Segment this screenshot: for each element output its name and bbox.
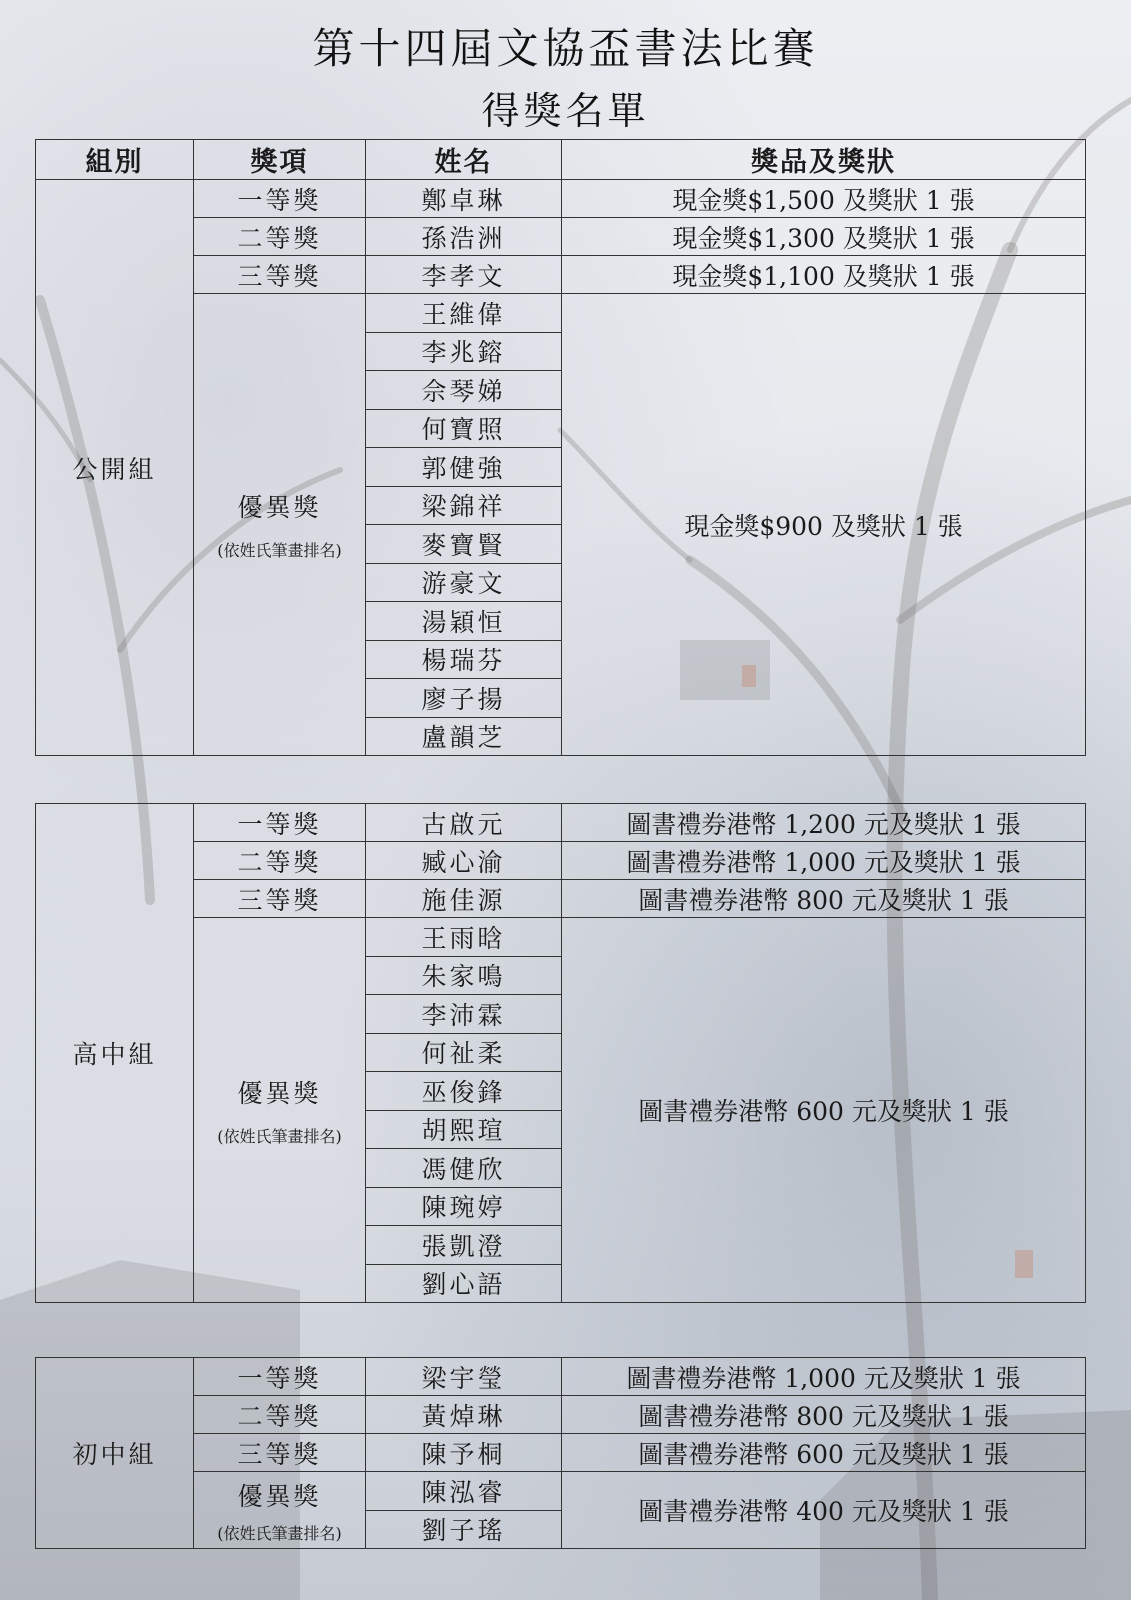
- winner-name: 黃焯琳: [366, 1396, 562, 1434]
- prize-text: 現金獎$1,500 及獎狀 1 張: [562, 180, 1086, 218]
- table-row: [36, 1434, 1086, 1472]
- winner-name: 梁宇瑩: [366, 1358, 562, 1396]
- table-row: [36, 804, 1086, 842]
- open-group-table: [35, 139, 1086, 756]
- winner-name: 陳琬婷: [366, 1187, 562, 1226]
- winner-name: 劉心語: [366, 1264, 562, 1303]
- prize-text: 圖書禮券港幣 600 元及獎狀 1 張: [562, 918, 1086, 1303]
- award-label: 一等獎: [194, 804, 366, 842]
- winner-name: 王維偉: [366, 294, 562, 333]
- table-row: [36, 1472, 1086, 1511]
- award-label: 二等獎: [194, 218, 366, 256]
- winner-name: 臧心渝: [366, 842, 562, 880]
- winner-name: 陳予桐: [366, 1434, 562, 1472]
- prize-text: 現金獎$1,100 及獎狀 1 張: [562, 256, 1086, 294]
- prize-text: 圖書禮券港幣 1,200 元及獎狀 1 張: [562, 804, 1086, 842]
- table-row: [36, 918, 1086, 957]
- winner-name: 李兆鎔: [366, 332, 562, 371]
- prize-text: 圖書禮券港幣 800 元及獎狀 1 張: [562, 880, 1086, 918]
- winner-name: 孫浩洲: [366, 218, 562, 256]
- award-label: 二等獎: [194, 842, 366, 880]
- senior-group-table: [35, 803, 1086, 1303]
- junior-group-table: [35, 1357, 1086, 1549]
- prize-text: 圖書禮券港幣 800 元及獎狀 1 張: [562, 1396, 1086, 1434]
- header-group: 組別: [36, 140, 194, 180]
- prize-text: 圖書禮券港幣 600 元及獎狀 1 張: [562, 1434, 1086, 1472]
- winner-name: 巫俊鋒: [366, 1072, 562, 1111]
- winner-name: 郭健強: [366, 448, 562, 487]
- prize-text: 圖書禮券港幣 1,000 元及獎狀 1 張: [562, 842, 1086, 880]
- award-label: 三等獎: [194, 256, 366, 294]
- winner-name: 廖子揚: [366, 679, 562, 718]
- winner-name: 陳泓睿: [366, 1472, 562, 1511]
- winner-name: 麥寶賢: [366, 525, 562, 564]
- award-label: 優異獎: [237, 493, 322, 522]
- prize-text: 圖書禮券港幣 1,000 元及獎狀 1 張: [562, 1358, 1086, 1396]
- winner-name: 胡熙瑄: [366, 1110, 562, 1149]
- winner-name: 湯穎恒: [366, 602, 562, 641]
- winner-name: 王雨晗: [366, 918, 562, 957]
- award-label: 一等獎: [194, 1358, 366, 1396]
- table-row: [36, 180, 1086, 218]
- group-label: 高中組: [36, 804, 194, 1303]
- prize-text: 現金獎$1,300 及獎狀 1 張: [562, 218, 1086, 256]
- merit-note: (依姓氏筆畫排名): [217, 541, 342, 560]
- table-row: [36, 880, 1086, 918]
- header-name: 姓名: [366, 140, 562, 180]
- prize-text: 圖書禮券港幣 400 元及獎狀 1 張: [562, 1472, 1086, 1549]
- page-subtitle: 得獎名單: [481, 89, 650, 133]
- table-row: [36, 218, 1086, 256]
- winner-name: 馮健欣: [366, 1149, 562, 1188]
- winner-name: 劉子瑤: [366, 1510, 562, 1549]
- winner-name: 張凱澄: [366, 1226, 562, 1265]
- merit-award-cell: [194, 918, 366, 1303]
- table-row: [36, 294, 1086, 333]
- page-title: 第十四屆文協盃書法比賽: [312, 24, 819, 73]
- group-label: 公開組: [36, 180, 194, 756]
- winner-name: 李沛霖: [366, 995, 562, 1034]
- table-row: [36, 1396, 1086, 1434]
- winner-name: 何祉柔: [366, 1033, 562, 1072]
- header-prize: 獎品及獎狀: [562, 140, 1086, 180]
- table-row: [36, 842, 1086, 880]
- winner-name: 鄭卓琳: [366, 180, 562, 218]
- merit-note: (依姓氏筆畫排名): [217, 1126, 342, 1146]
- award-label: 二等獎: [194, 1396, 366, 1434]
- winner-name: 盧韻芝: [366, 717, 562, 756]
- award-label: 一等獎: [194, 180, 366, 218]
- winner-name: 施佳源: [366, 880, 562, 918]
- winner-name: 游豪文: [366, 563, 562, 602]
- award-label: 優異獎: [237, 1078, 322, 1108]
- merit-award-cell: [194, 294, 366, 756]
- merit-note: (依姓氏筆畫排名): [217, 1523, 342, 1543]
- header-award: 獎項: [194, 140, 366, 180]
- prize-text: 現金獎$900 及獎狀 1 張: [562, 294, 1086, 756]
- winner-name: 何寶照: [366, 409, 562, 448]
- winner-name: 朱家鳴: [366, 956, 562, 995]
- winner-name: 梁錦祥: [366, 486, 562, 525]
- merit-award-cell: [194, 1472, 366, 1549]
- group-label: 初中組: [36, 1358, 194, 1549]
- table-row: [36, 1358, 1086, 1396]
- header-row: [36, 140, 1086, 180]
- table-row: [36, 256, 1086, 294]
- award-label: 三等獎: [194, 880, 366, 918]
- award-label: 三等獎: [194, 1434, 366, 1472]
- winner-name: 古啟元: [366, 804, 562, 842]
- winner-name: 楊瑞芬: [366, 640, 562, 679]
- winner-name: 佘琴娣: [366, 371, 562, 410]
- award-label: 優異獎: [237, 1481, 322, 1511]
- winner-name: 李孝文: [366, 256, 562, 294]
